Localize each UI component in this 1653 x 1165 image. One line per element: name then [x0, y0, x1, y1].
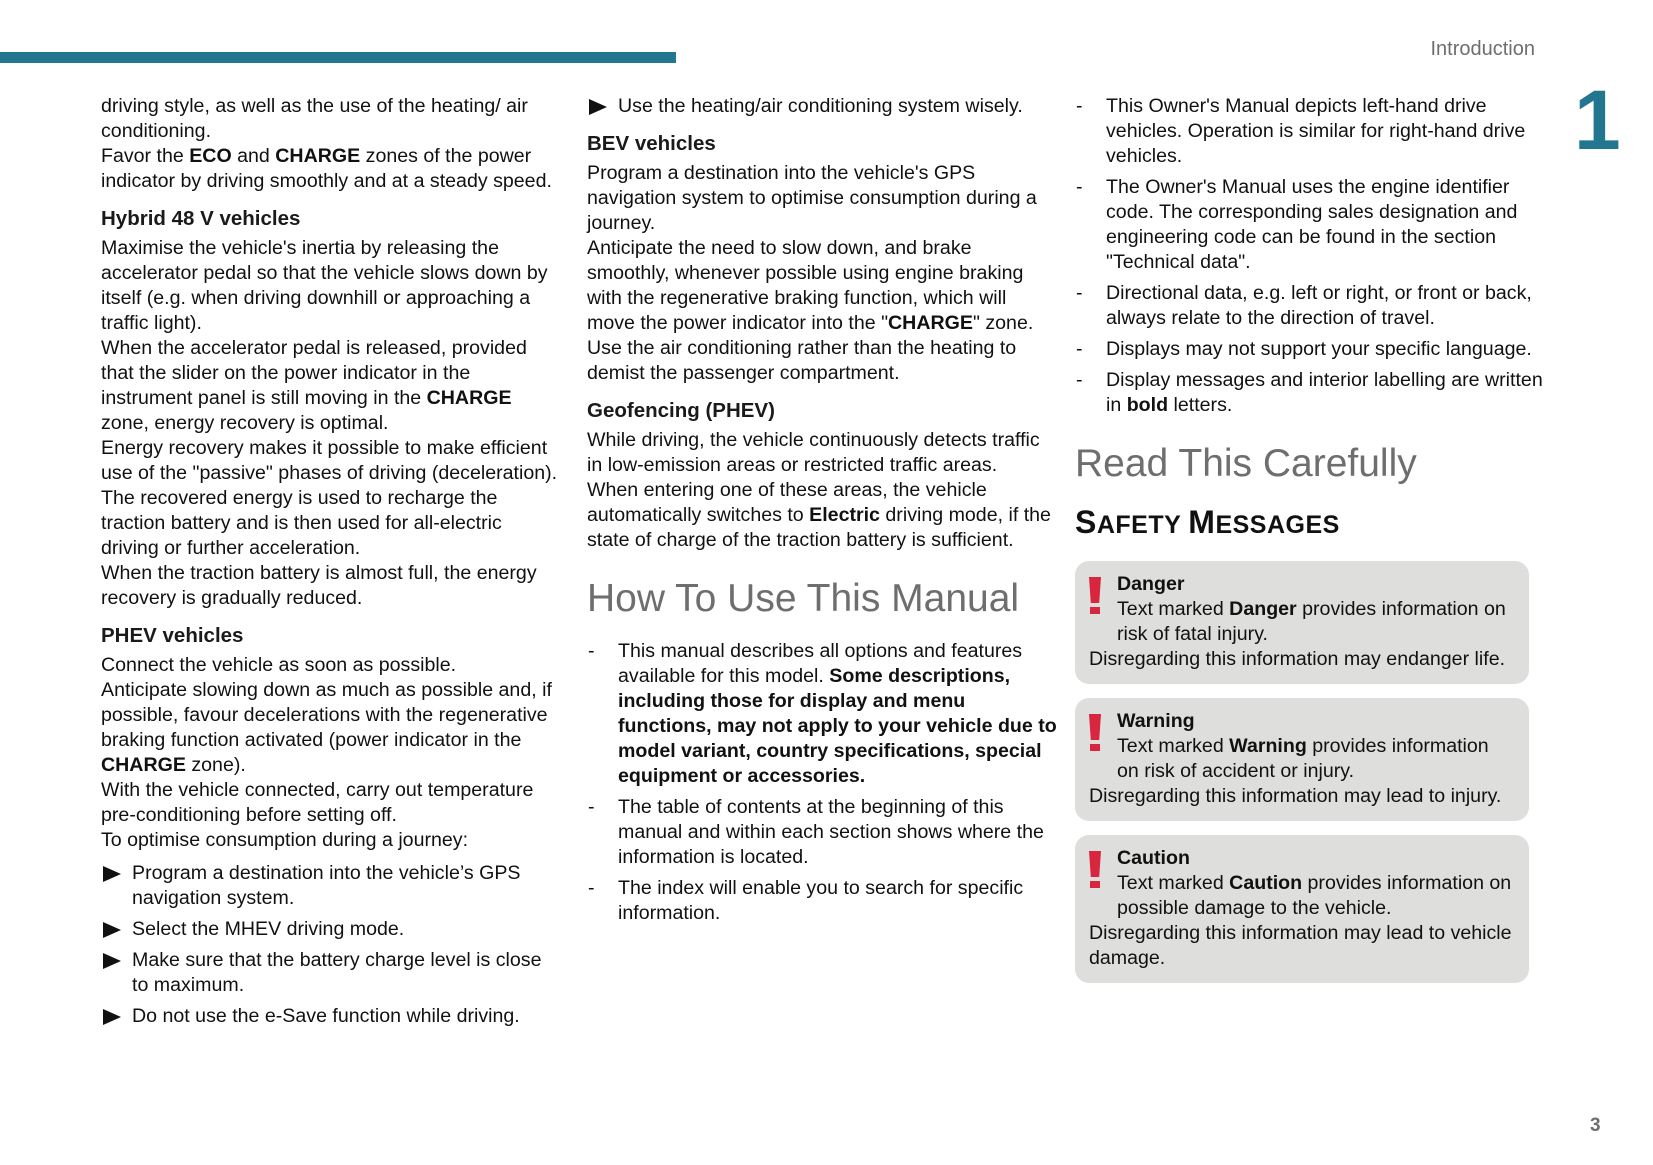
section-label: Introduction — [1430, 38, 1535, 60]
dash-bullet-icon: - — [1076, 282, 1083, 304]
how-to-list — [587, 639, 1057, 926]
triangle-bullet-icon — [103, 922, 121, 938]
how-to-use-heading: How To Use This Manual — [587, 577, 1020, 620]
middle-column — [587, 94, 1057, 932]
notice-text: Text marked Danger provides information on risk of fatal injury. — [1117, 598, 1506, 645]
list-item: - Display messages and interior labelling are written in bold letters. — [1076, 369, 1543, 416]
header-accent-bar — [0, 52, 676, 63]
page-number: 3 — [1590, 1115, 1601, 1136]
phev-paragraph-1: Connect the vehicle as soon as possible. — [101, 654, 457, 676]
dash-bullet-icon: - — [1076, 176, 1083, 198]
dash-bullet-icon: - — [588, 640, 595, 662]
list-item: Program a destination into the vehicle’s GPS navigation system. — [101, 861, 561, 911]
notice-consequence: Disregarding this information may endanger life. — [1089, 648, 1506, 670]
notice-consequence: Disregarding this information may lead to vehicle damage. — [1089, 922, 1512, 969]
triangle-bullet-icon — [103, 953, 121, 969]
exclamation-icon — [1089, 577, 1101, 613]
notice-text: Text marked Caution provides information on possible damage to the vehicle. — [1117, 872, 1512, 919]
list-item: - Displays may not support your specific language. — [1076, 338, 1532, 360]
list-item: Use the heating/air conditioning system wisely. — [587, 94, 1057, 119]
hybrid-paragraph-3: Energy recovery makes it possible to make efficient use of the "passive" phases of driving (deceleration). — [101, 437, 558, 484]
left-column — [101, 94, 561, 1035]
notice-title: Warning — [1117, 710, 1195, 732]
triangle-bullet-icon — [103, 866, 121, 882]
geofencing-paragraph-1: While driving, the vehicle continuously detects traffic in low-emission areas or restricted traffic areas. — [587, 429, 1040, 476]
read-carefully-heading: Read This Carefully — [1075, 442, 1417, 485]
list-item: - This Owner's Manual depicts left-hand drive vehicles. Operation is similar for right-hand drive vehicles. — [1076, 95, 1526, 167]
dash-bullet-icon: - — [1076, 95, 1083, 117]
notice-text: Text marked Warning provides information on risk of accident or injury. — [1117, 735, 1489, 782]
triangle-bullet-icon — [589, 99, 607, 115]
list-item: - The Owner's Manual uses the engine identifier code. The corresponding sales designation and engineering code can be found in the section "Technical data". — [1076, 176, 1518, 273]
dash-bullet-icon: - — [1076, 338, 1083, 360]
top-bullet-list — [587, 94, 1057, 119]
exclamation-icon — [1089, 714, 1101, 750]
dash-bullet-icon: - — [1076, 369, 1083, 391]
list-item: - Directional data, e.g. left or right, or front or back, always relate to the direction of travel. — [1076, 282, 1532, 329]
phev-paragraph-4: To optimise consumption during a journey: — [101, 829, 469, 851]
geofencing-paragraph-2: When entering one of these areas, the vehicle automatically switches to Electric driving mode, if the state of charge of the traction battery is sufficient. — [587, 479, 1051, 551]
hybrid-paragraph-4: The recovered energy is used to recharge the traction battery and is then used for all-electric driving or further acceleration. — [101, 487, 502, 559]
list-item: Make sure that the battery charge level is close to maximum. — [101, 948, 561, 998]
manual-notes-list — [1075, 94, 1545, 418]
notice-title: Danger — [1117, 573, 1185, 595]
dash-bullet-icon: - — [588, 796, 595, 818]
list-item: Select the MHEV driving mode. — [101, 917, 561, 942]
dash-bullet-icon: - — [588, 877, 595, 899]
bev-heading: BEV vehicles — [587, 132, 716, 155]
bev-paragraph-2: Anticipate the need to slow down, and brake smoothly, whenever possible using engine braking with the regenerative braking function, which will move the power indicator into the "CHARGE" zone. — [587, 237, 1034, 334]
bev-paragraph-3: Use the air conditioning rather than the heating to demist the passenger compartment. — [587, 337, 1017, 384]
warning-notice — [1075, 698, 1529, 821]
phev-bullet-list — [101, 861, 561, 1029]
list-item: - This manual describes all options and features available for this model. Some descriptions, including those for display and menu functions, may not apply to your vehicle due to model variant, country specifications, special equipment or accessories. — [588, 640, 1057, 787]
intro-paragraph: driving style, as well as the use of the heating/ air conditioning. — [101, 95, 528, 142]
safety-messages-heading: SAFETY MESSAGES — [1075, 504, 1340, 540]
phev-paragraph-3: With the vehicle connected, carry out temperature pre-conditioning before setting off. — [101, 779, 534, 826]
list-item: - The table of contents at the beginning of this manual and within each section shows where the information is located. — [588, 796, 1044, 868]
caution-notice — [1075, 835, 1529, 983]
notice-consequence: Disregarding this information may lead to injury. — [1089, 785, 1502, 807]
danger-notice — [1075, 561, 1529, 684]
triangle-bullet-icon — [103, 1009, 121, 1025]
list-item: - The index will enable you to search for specific information. — [588, 877, 1024, 924]
chapter-number: 1 — [1574, 73, 1619, 167]
hybrid-heading: Hybrid 48 V vehicles — [101, 207, 301, 230]
bev-paragraph-1: Program a destination into the vehicle's GPS navigation system to optimise consumption during a journey. — [587, 162, 1037, 234]
phev-paragraph-2: Anticipate slowing down as much as possible and, if possible, favour decelerations with the regenerative braking function activated (power indicator in the CHARGE zone). — [101, 679, 552, 776]
notice-title: Caution — [1117, 847, 1190, 869]
favor-paragraph: Favor the ECO and CHARGE zones of the power indicator by driving smoothly and at a steady speed. — [101, 145, 552, 192]
hybrid-paragraph-2: When the accelerator pedal is released, provided that the slider on the power indicator in the instrument panel is still moving in the CHARGE zone, energy recovery is optimal. — [101, 337, 527, 434]
right-column — [1075, 94, 1545, 997]
hybrid-paragraph-1: Maximise the vehicle's inertia by releasing the accelerator pedal so that the vehicle slows down by itself (e.g. when driving downhill or approaching a traffic light). — [101, 237, 548, 334]
exclamation-icon — [1089, 851, 1101, 887]
geofencing-heading: Geofencing (PHEV) — [587, 399, 775, 422]
list-item: Do not use the e-Save function while driving. — [101, 1004, 561, 1029]
phev-heading: PHEV vehicles — [101, 624, 244, 647]
hybrid-paragraph-5: When the traction battery is almost full, the energy recovery is gradually reduced. — [101, 562, 537, 609]
